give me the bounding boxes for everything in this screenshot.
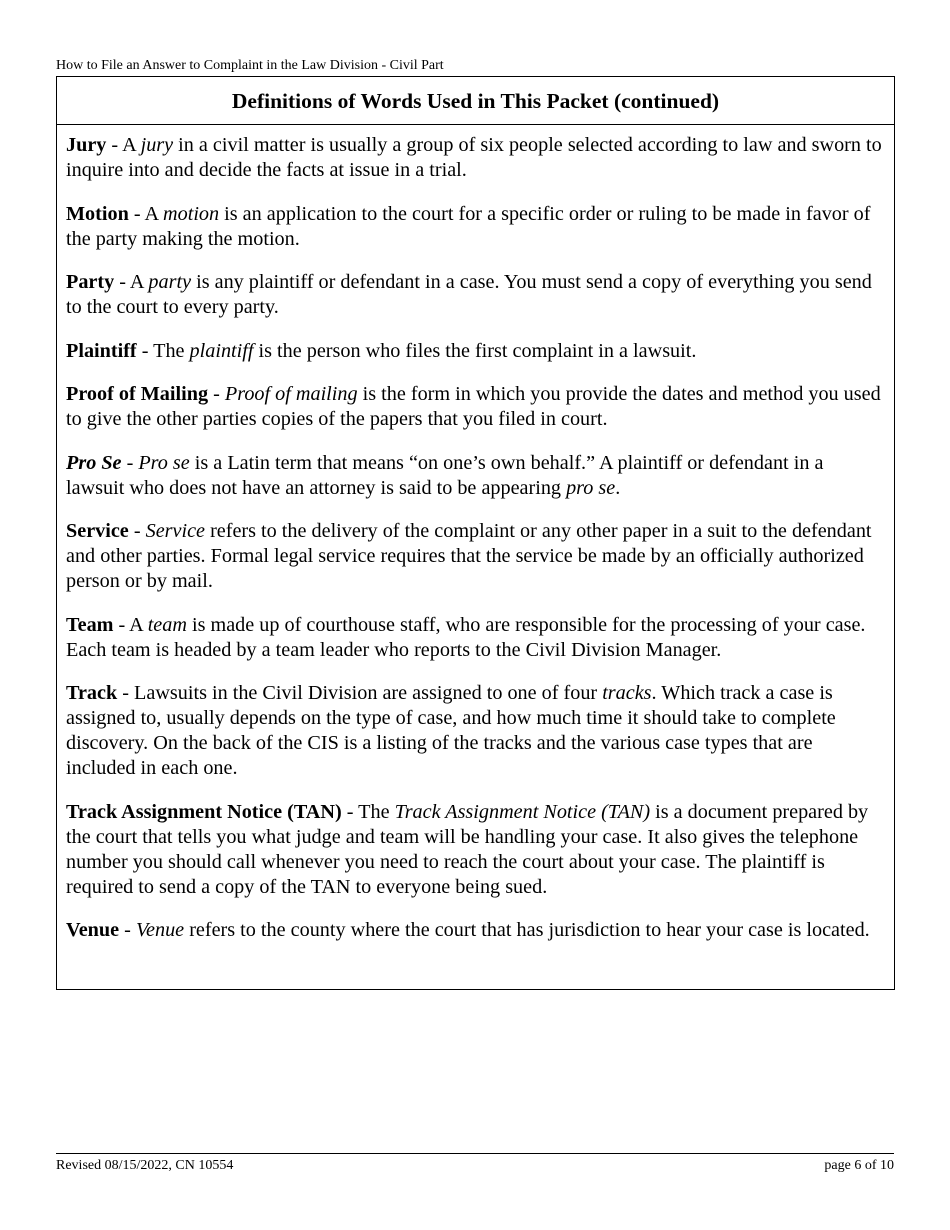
term-venue: Venue (66, 919, 120, 941)
definition-text: - A (113, 613, 148, 636)
definition-text: - A (106, 134, 141, 156)
definition-emphasis: tracks (602, 682, 652, 704)
definition-text: - The (341, 800, 395, 823)
term-motion: Motion (66, 202, 129, 225)
definition-emphasis: Pro se (138, 451, 190, 474)
definition-text: is any plaintiff or defendant in a case. You must send a copy of everything you send to the court to every party. (66, 271, 872, 318)
running-header: How to File an Answer to Complaint in the Law Division - Civil Part (56, 58, 444, 73)
definitions-title: Definitions of Words Used in This Packet (continued) (57, 77, 894, 125)
definition-venue (66, 918, 885, 943)
definition-emphasis: jury (140, 134, 174, 156)
definition-emphasis: motion (163, 202, 220, 225)
term-team: Team (66, 613, 114, 636)
definition-text: is made up of courthouse staff, who are responsible for the processing of your case. Each team is headed by a team leader who reports to the Civil Division Manager. (66, 613, 866, 661)
definition-emphasis: Service (145, 520, 206, 542)
definition-pro-se (66, 451, 885, 501)
definition-text: refers to the delivery of the complaint or any other paper in a suit to the defendant and other parties. Formal legal service requires that the service be made by an officially authorized person or by mail. (66, 520, 872, 592)
definition-tan (66, 800, 885, 900)
term-jury: Jury (66, 134, 107, 156)
definition-text: refers to the county where the court that has jurisdiction to hear your case is located. (184, 919, 870, 941)
term-track: Track (66, 682, 118, 704)
term-service: Service (66, 520, 129, 542)
definition-jury (66, 133, 885, 183)
definition-emphasis: party (148, 271, 192, 293)
definition-text: - A (128, 202, 164, 225)
definitions-box (56, 76, 895, 990)
definition-track (66, 681, 885, 781)
definition-text: - The (136, 339, 190, 362)
definition-text: - Lawsuits in the Civil Division are assigned to one of four (117, 682, 603, 704)
definition-proof-of-mailing (66, 382, 885, 432)
definition-text: . (615, 476, 621, 499)
term-party: Party (66, 271, 115, 293)
definition-text: - (119, 919, 136, 941)
footer-revision: Revised 08/15/2022, CN 10554 (56, 1158, 234, 1173)
term-pro-se: Pro Se (66, 451, 122, 474)
definition-emphasis: Track Assignment Notice (TAN) (394, 800, 651, 823)
definition-service (66, 519, 885, 594)
definition-team (66, 613, 885, 663)
definition-motion (66, 202, 885, 252)
definition-text: - (128, 520, 146, 542)
definition-text: in a civil matter is usually a group of six people selected according to law and sworn to inquire into and decide the facts at issue in a trial. (66, 134, 882, 181)
definition-text: is a document prepared by the court that tells you what judge and team will be handling your case. It also gives the telephone number you should call whenever you need to reach the court about your case. The plaintiff is required to send a copy of the TAN to everyone being sued. (66, 800, 869, 898)
definition-plaintiff (66, 339, 885, 364)
definitions-list (57, 125, 894, 943)
definition-emphasis: pro se (566, 476, 616, 499)
definition-emphasis: Venue (135, 919, 185, 941)
term-tan: Track Assignment Notice (TAN) (66, 800, 342, 823)
definition-party (66, 270, 885, 320)
footer-page-number: page 6 of 10 (824, 1158, 894, 1173)
term-proof-of-mailing: Proof of Mailing (66, 383, 209, 405)
term-plaintiff: Plaintiff (66, 339, 137, 362)
definition-text: - (208, 383, 225, 405)
footer-divider (56, 1153, 894, 1154)
definition-text: is an application to the court for a specific order or ruling to be made in favor of the party making the motion. (66, 202, 871, 250)
definition-text: . Which track a case is assigned to, usually depends on the type of case, and how much time it should take to complete discovery. On the back of the CIS is a listing of the tracks and the various case types that are included in each one. (66, 682, 836, 779)
definition-text: is a Latin term that means “on one’s own behalf.” A plaintiff or defendant in a lawsuit who does not have an attorney is said to be appearing (66, 451, 824, 499)
definition-text: is the person who files the first complaint in a lawsuit. (253, 339, 697, 362)
definition-text: is the form in which you provide the dates and method you used to give the other parties copies of the papers that you filed in court. (66, 383, 881, 430)
definition-emphasis: Proof of mailing (224, 383, 358, 405)
definition-emphasis: plaintiff (189, 339, 254, 362)
definition-text: - A (114, 271, 149, 293)
definition-text: - (121, 451, 139, 474)
definition-emphasis: team (147, 613, 187, 636)
